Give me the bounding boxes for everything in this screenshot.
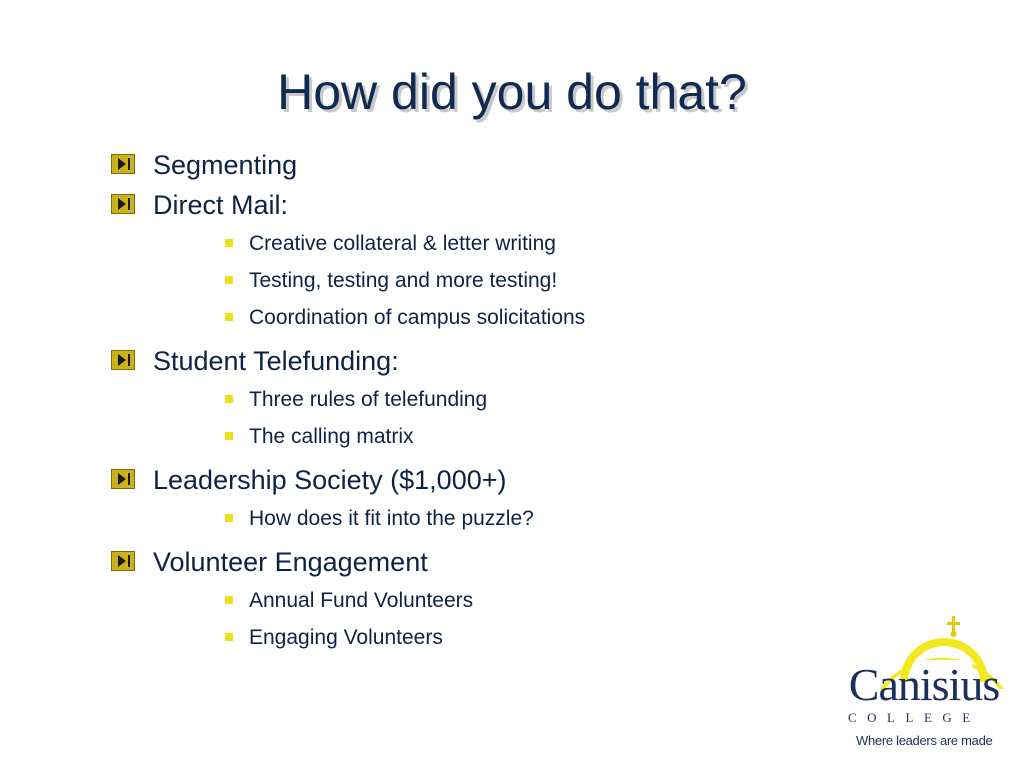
sub-bullet-text: How does it fit into the puzzle? [249,506,534,530]
sub-bullet-item [110,262,810,299]
square-bullet-icon [225,239,233,247]
bullet-item-student-telefunding [110,341,810,381]
sub-bullet-text: Annual Fund Volunteers [249,588,474,612]
sub-bullet-item [110,500,810,537]
play-to-end-icon [111,350,135,370]
bullet-text: Volunteer Engagement [153,546,428,577]
sub-bullet-item [110,299,810,336]
sub-bullet-item [110,619,810,656]
square-bullet-icon [225,633,233,641]
sub-bullet-item [110,418,810,455]
logo-subtitle: COLLEGE [848,710,981,725]
play-to-end-icon [111,154,135,174]
bullet-item-segmenting [110,145,810,185]
sub-bullet-text: Coordination of campus solicitations [249,305,586,329]
square-bullet-icon [225,514,233,522]
bullet-item-direct-mail [110,185,810,225]
play-to-end-icon [111,469,135,489]
square-bullet-icon [225,313,233,321]
bullet-item-volunteer-engagement [110,542,810,582]
play-to-end-icon [111,551,135,571]
sub-bullet-item [110,225,810,262]
sub-bullet-item [110,381,810,418]
sub-bullet-text: Engaging Volunteers [249,625,443,649]
bullet-text: Student Telefunding: [153,345,399,376]
bullet-text: Direct Mail: [153,189,289,220]
bullet-item-leadership-society [110,460,810,500]
slide-title: How did you do that? [277,64,747,120]
bullet-text: Segmenting [153,149,298,180]
bullet-text: Leadership Society ($1,000+) [153,464,507,495]
sub-bullet-text: Three rules of telefunding [249,387,488,411]
square-bullet-icon [225,432,233,440]
square-bullet-icon [225,276,233,284]
bullet-list [110,145,810,656]
college-logo [842,612,1012,757]
play-to-end-icon [111,194,135,214]
logo-tagline: Where leaders are made [856,733,993,748]
square-bullet-icon [225,596,233,604]
sub-bullet-text: The calling matrix [249,424,414,448]
sub-bullet-item [110,582,810,619]
logo-wordmark: Canisius [848,659,1000,710]
sub-bullet-text: Testing, testing and more testing! [249,268,558,292]
square-bullet-icon [225,395,233,403]
sub-bullet-text: Creative collateral & letter writing [249,231,556,255]
